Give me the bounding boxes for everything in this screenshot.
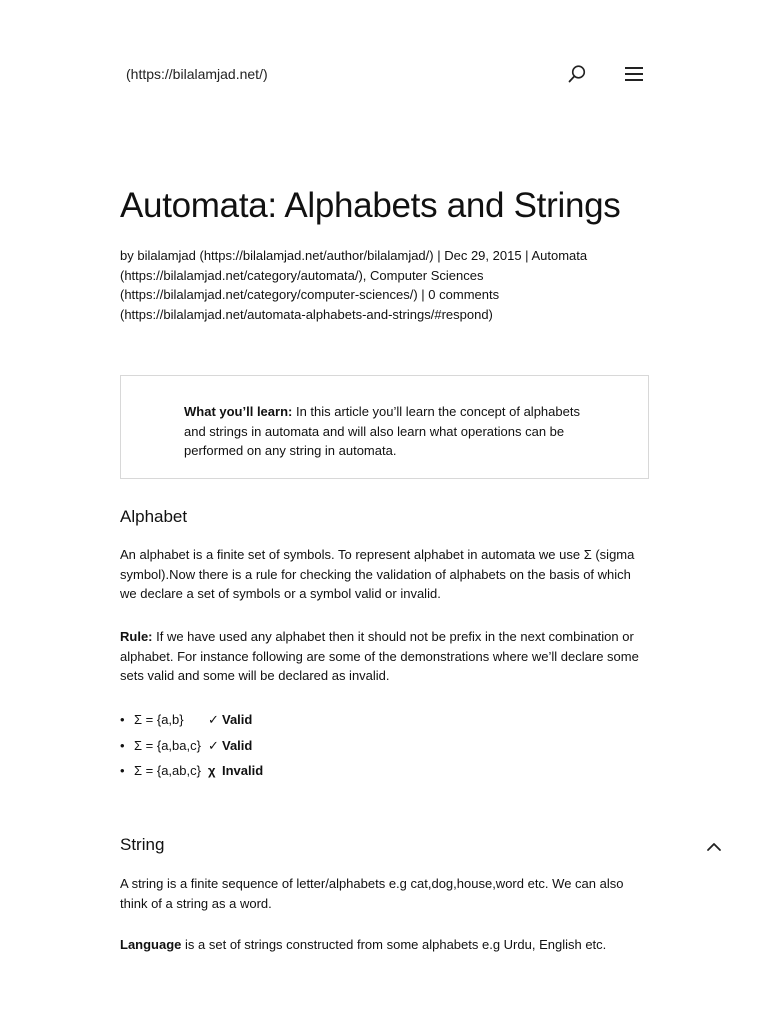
language-text: is a set of strings constructed from some alphabets e.g Urdu, English etc.	[181, 937, 607, 952]
meta-separator: |	[417, 287, 429, 303]
string-paragraph: A string is a finite sequence of letter/alphabets e.g cat,dog,house,word etc. We can also think of a string as a word.	[120, 876, 624, 911]
category-link-computer-sciences[interactable]: Computer Sciences (https://bilalamjad.net/category/computer-sciences/)	[120, 267, 484, 303]
language-label: Language	[120, 937, 182, 952]
check-mark-icon: ✓	[208, 737, 219, 753]
rule-text: If we have used any alphabet then it should not be prefix in the next combination or alphabet. For instance following are some of the demonstrations where we’ll declare some sets valid and some will be declared as invalid.	[120, 629, 639, 684]
hamburger-menu-icon[interactable]	[623, 64, 645, 84]
list-item	[120, 762, 263, 788]
list-item	[120, 711, 263, 737]
language-paragraph	[120, 935, 650, 955]
rule-label: Rule:	[120, 629, 153, 644]
meta-by: by	[120, 248, 138, 263]
alphabet-expression: Σ = {a,ab,c}	[134, 763, 201, 778]
rule-paragraph	[120, 627, 650, 686]
alphabet-heading: Alphabet	[120, 507, 188, 526]
validity-status: Valid	[222, 712, 253, 727]
check-mark-icon: ✓	[208, 712, 219, 727]
article-title: Automata: Alphabets and Strings	[120, 186, 621, 225]
alphabet-expression: Σ = {a,b}	[134, 712, 184, 727]
learn-box-body: In this article you’ll learn the concept of alphabets and strings in automata and will also learn what operations can be performed on any string in automata.	[184, 404, 580, 459]
site-header	[126, 60, 648, 90]
meta-separator: |	[433, 248, 445, 263]
post-date: Dec 29, 2015	[444, 248, 522, 263]
meta-comma: ,	[362, 267, 371, 283]
category-link-automata[interactable]: Automata (https://bilalamjad.net/category/automata/)	[120, 248, 588, 283]
alphabet-expression: Σ = {a,ba,c}	[134, 737, 201, 753]
learn-box-label: What you’ll learn:	[184, 404, 293, 419]
list-item	[120, 737, 263, 763]
meta-separator: |	[521, 248, 532, 263]
search-icon[interactable]	[567, 64, 587, 84]
string-heading: String	[120, 835, 165, 854]
validity-status: Valid	[222, 737, 253, 753]
validity-status: Invalid	[222, 763, 264, 778]
chevron-up-icon[interactable]	[705, 839, 723, 855]
learn-box-text	[184, 402, 594, 461]
cross-mark-icon: χ	[208, 763, 216, 778]
post-meta	[120, 246, 640, 325]
learn-box	[120, 375, 649, 479]
author-link[interactable]: bilalamjad (https://bilalamjad.net/author/bilalamjad/)	[137, 248, 434, 263]
alphabet-paragraph: An alphabet is a finite set of symbols. To represent alphabet in automata we use Σ (sigma symbol).Now there is a rule for checking the validation of alphabets on the basis of which we declare a set of symbols or a symbol valid or invalid.	[120, 547, 635, 602]
site-logo-link[interactable]: (https://bilalamjad.net/)	[126, 66, 268, 82]
alphabet-examples-list	[120, 711, 263, 788]
comments-link[interactable]: 0 comments (https://bilalamjad.net/automata-alphabets-and-strings/#respond)	[120, 287, 500, 323]
